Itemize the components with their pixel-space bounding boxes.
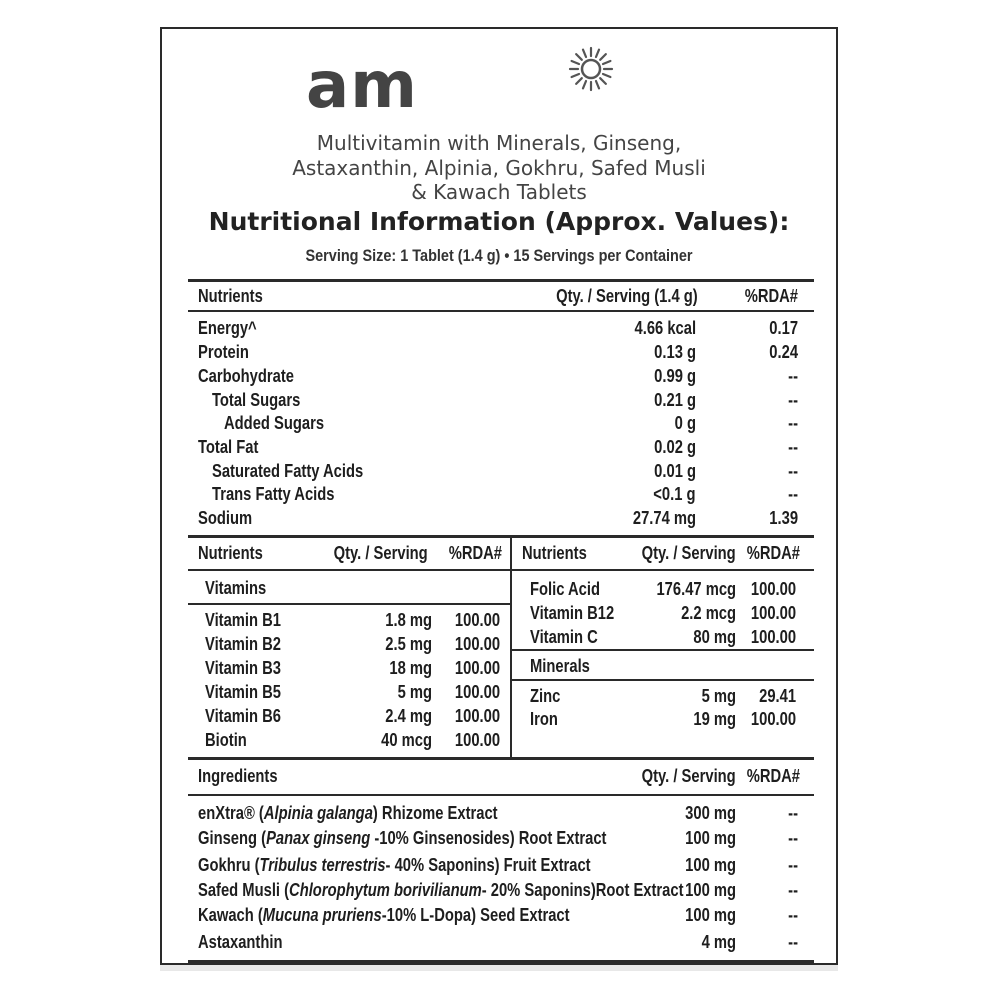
ingredient-name (198, 803, 498, 824)
sun-ray (600, 54, 606, 60)
divider (188, 310, 814, 312)
ingredient-text: -10% Ginsenosides) Root Extract (370, 828, 607, 848)
minerals-label: Minerals (530, 656, 590, 676)
ingredient-botanical-name: Chlorophytum borivilianum (289, 880, 482, 900)
vitamin-qty: 2.5 mg (385, 634, 432, 654)
vitamin-rda: 100.00 (750, 603, 796, 623)
sun-ray (583, 81, 586, 88)
vitamin-name: Vitamin B5 (205, 682, 282, 702)
divider (188, 794, 814, 796)
ingredient-text: ) Rhizome Extract (372, 803, 498, 823)
nutrient-qty: <0.1 g (653, 484, 696, 504)
ingredients-header-rda: %RDA# (746, 766, 800, 786)
ingredient-rda: -- (788, 828, 798, 848)
nutrient-name: Trans Fatty Acids (212, 484, 335, 504)
nutrient-name: Total Fat (198, 437, 259, 457)
vitamin-rda: 100.00 (454, 658, 500, 678)
sun-ray (596, 50, 599, 57)
ingredient-name (198, 905, 570, 926)
header-nutrients: Nutrients (198, 286, 263, 306)
ingredient-text: Ginseng ( (198, 828, 267, 848)
vitamin-rda: 100.00 (454, 730, 500, 750)
nutrient-name: Protein (198, 342, 249, 362)
mineral-qty: 19 mg (693, 709, 736, 729)
ingredient-name (198, 828, 606, 849)
ingredient-text: Gokhru ( (198, 855, 260, 875)
vitamin-name: Folic Acid (530, 579, 600, 599)
nutrient-rda: -- (788, 437, 798, 457)
nutrient-name: Sodium (198, 508, 253, 528)
nutrient-name: Total Sugars (212, 390, 301, 410)
nutrient-qty: 0.99 g (654, 366, 696, 386)
vitamin-qty: 5 mg (397, 682, 432, 702)
nutrient-rda: 0.24 (769, 342, 798, 362)
ingredient-qty: 300 mg (685, 803, 736, 823)
vitamin-rda: 100.00 (454, 610, 500, 630)
vitamin-rda: 100.00 (750, 579, 796, 599)
ingredient-rda: -- (788, 855, 798, 875)
sun-ray (596, 81, 599, 88)
vitamin-name: Vitamin B6 (205, 706, 282, 726)
ingredient-text: Astaxanthin (198, 932, 283, 952)
mineral-qty: 5 mg (701, 686, 736, 706)
divider (188, 757, 814, 760)
ingredient-qty: 100 mg (685, 828, 736, 848)
nutrient-qty: 0.02 g (654, 437, 696, 457)
vitamin-name: Biotin (205, 730, 247, 750)
ingredient-rda: -- (788, 905, 798, 925)
ingredient-rda: -- (788, 932, 798, 952)
vitamin-rda: 100.00 (454, 682, 500, 702)
nutrient-qty: 27.74 mg (632, 508, 696, 528)
vit-header-rda: %RDA# (448, 543, 502, 563)
nutrition-title: Nutritional Information (Approx. Values): (208, 207, 790, 236)
ingredient-qty: 4 mg (701, 932, 736, 952)
ingredient-botanical-name: Mucuna pruriens (262, 905, 382, 925)
ingredient-botanical-name: Alpinia galanga (263, 803, 373, 823)
product-line-3: & Kawach Tablets (411, 180, 587, 204)
mineral-rda: 29.41 (759, 686, 796, 706)
nutrient-name: Saturated Fatty Acids (212, 461, 364, 481)
ingredient-text: - 20% Saponins)Root Extract (481, 880, 684, 900)
divider (188, 535, 814, 538)
ingredient-rda: -- (788, 880, 798, 900)
ingredient-qty: 100 mg (685, 880, 736, 900)
divider (188, 279, 814, 282)
ingredient-text: -10% L-Dopa) Seed Extract (381, 905, 570, 925)
ingredient-name (198, 880, 684, 901)
mineral-name: Zinc (530, 686, 561, 706)
vitamin-qty: 80 mg (693, 627, 736, 647)
ingredients-header: Ingredients (198, 766, 278, 786)
nutrient-qty: 0.21 g (654, 390, 696, 410)
ingredient-qty: 100 mg (685, 855, 736, 875)
nutrient-rda: -- (788, 461, 798, 481)
vit-header-qty: Qty. / Serving (333, 543, 428, 563)
sun-ray (603, 61, 610, 64)
vitamin-name: Vitamin C (530, 627, 598, 647)
panel-shadow (160, 965, 838, 971)
nutrient-name: Added Sugars (224, 413, 325, 433)
divider (512, 649, 814, 651)
header-rda: %RDA# (744, 286, 798, 306)
ingredient-name (198, 932, 282, 953)
sun-ray (600, 78, 606, 84)
right-header-qty: Qty. / Serving (641, 543, 736, 563)
vitamin-rda: 100.00 (454, 634, 500, 654)
vitamin-qty: 40 mcg (381, 730, 432, 750)
ingredient-botanical-name: Panax ginseng (266, 828, 371, 848)
nutrient-qty: 0.13 g (654, 342, 696, 362)
nutrient-rda: -- (788, 413, 798, 433)
nutrient-rda: 1.39 (769, 508, 798, 528)
ingredient-text: - 40% Saponins) Fruit Extract (385, 855, 591, 875)
vitamin-name: Vitamin B12 (530, 603, 615, 623)
nutrient-rda: -- (788, 390, 798, 410)
product-line-1: Multivitamin with Minerals, Ginseng, (316, 131, 682, 155)
ingredient-text: Kawach ( (198, 905, 263, 925)
nutrient-rda: 0.17 (769, 318, 798, 338)
ingredients-header-qty: Qty. / Serving (641, 766, 736, 786)
vitamin-name: Vitamin B1 (205, 610, 282, 630)
nutrient-qty: 4.66 kcal (634, 318, 696, 338)
mineral-name: Iron (530, 709, 558, 729)
divider (512, 679, 814, 681)
ingredient-name (198, 855, 591, 876)
ingredient-botanical-name: Tribulus terrestris (259, 855, 386, 875)
divider (188, 960, 814, 963)
sun-ray (576, 78, 582, 84)
vitamin-qty: 1.8 mg (385, 610, 432, 630)
product-line-2: Astaxanthin, Alpinia, Gokhru, Safed Musli (292, 156, 706, 180)
nutrient-qty: 0.01 g (654, 461, 696, 481)
logo-text: am (306, 49, 418, 123)
ingredient-text: Safed Musli ( (198, 880, 290, 900)
ingredient-qty: 100 mg (685, 905, 736, 925)
nutrient-name: Energy^ (198, 318, 257, 338)
divider (188, 603, 510, 605)
divider (188, 569, 814, 571)
sun-ray (572, 74, 579, 77)
serving-info: Serving Size: 1 Tablet (1.4 g) • 15 Servings per Container (305, 246, 693, 265)
right-header-nutrients: Nutrients (522, 543, 587, 563)
nutrient-rda: -- (788, 366, 798, 386)
ingredient-text: enXtra® ( (198, 803, 264, 823)
vitamin-rda: 100.00 (454, 706, 500, 726)
nutrient-name: Carbohydrate (198, 366, 294, 386)
vitamin-name: Vitamin B2 (205, 634, 282, 654)
sun-ray (572, 61, 579, 64)
vitamin-name: Vitamin B3 (205, 658, 282, 678)
ingredient-rda: -- (788, 803, 798, 823)
vitamin-rda: 100.00 (750, 627, 796, 647)
vitamin-qty: 2.2 mcg (681, 603, 736, 623)
brand-logo (306, 49, 456, 123)
mineral-rda: 100.00 (750, 709, 796, 729)
header-qty: Qty. / Serving (1.4 g) (556, 286, 698, 306)
vitamin-qty: 176.47 mcg (656, 579, 736, 599)
vit-header-nutrients: Nutrients (198, 543, 263, 563)
sun-ray (603, 74, 610, 77)
sun-icon (568, 46, 614, 92)
vitamin-qty: 18 mg (389, 658, 432, 678)
nutrient-rda: -- (788, 484, 798, 504)
sun-ray (583, 50, 586, 57)
vitamins-label: Vitamins (205, 578, 267, 598)
sun-ray (576, 54, 582, 60)
nutrient-qty: 0 g (674, 413, 696, 433)
vitamin-qty: 2.4 mg (385, 706, 432, 726)
right-header-rda: %RDA# (746, 543, 800, 563)
